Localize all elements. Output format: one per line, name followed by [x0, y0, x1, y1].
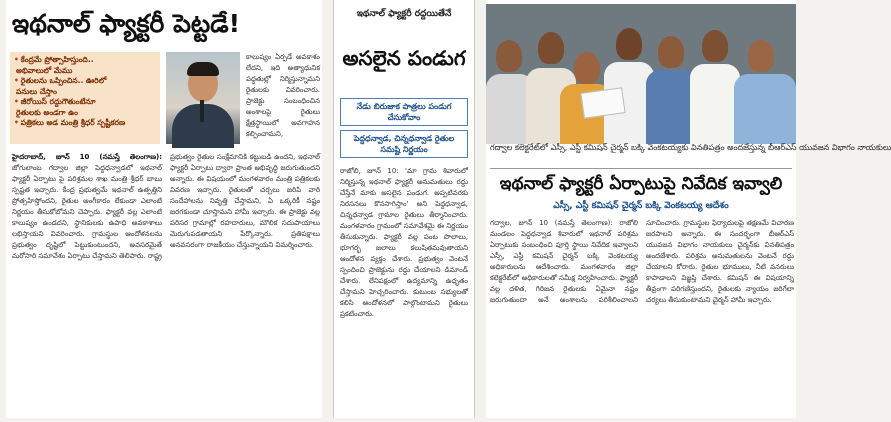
article-left-dateline: హైదరాబాద్, జూన్ 10 (నమస్తే తెలంగాణ):: [12, 153, 162, 161]
article-middle-highlight-2: పెద్దధన్వాడ, చిన్నధన్వాడ రైతుల సమష్టి నిర్ణయం: [340, 130, 468, 158]
article-left: [6, 0, 322, 418]
minister-portrait: [166, 52, 240, 144]
highlight-item: పనులు చేస్తాం: [16, 86, 57, 96]
divider: [490, 168, 792, 169]
highlight-item: • రైతులను ఒప్పించిన.. ఊరిలో: [14, 76, 107, 85]
article-right-body: గద్వాల, జూన్ 10 (నమస్తే తెలంగాణ): రాజోలి మండలం పెద్దధన్వాడ శివారులో ఇథనాల్ పరిశ్రమ ఏర్పాటుకు సంబంధించి పూర్తి స్థాయి నివేదిక ఇవ్వాలని ఎస్సీ, ఎస్టీ కమిషన్ చైర్మన్ బక్కి వెంకటయ్య అధికారులను ఆదేశించారు. మంగళవారం జిల్లా కలెక్టరేట్‌లో అధికారులతో సమీక్ష నిర్వహించారు. ఫ్యాక్టరీ వల్ల దళిత, గిరిజన రైతులకు ఏమైనా నష్టం జరుగుతుందా అనే అంశాలను పరిశీలించాలని సూచించారు. గ్రామస్థుల ఫిర్యాదులపై తక్షణమే విచారణ జరపాలని అన్నారు. ఈ సందర్భంగా బీఆర్ఎస్ యువజన విభాగం నాయకులు చైర్మన్‌కు వినతిపత్రం అందజేశారు. పరిశ్రమ అనుమతులను వెంటనే రద్దు చేయాలని కోరారు. రైతుల భూములు, నీటి వనరులు కాపాడాలని విజ్ఞప్తి చేశారు. కమిషన్ ఈ విషయాన్ని తీవ్రంగా పరిగణిస్తుందని, రైతులకు న్యాయం జరిగేలా చర్యలు తీసుకుంటామని చైర్మన్ హామీ ఇచ్చారు.: [490, 219, 794, 304]
article-middle: [333, 0, 475, 418]
article-left-body: [12, 152, 320, 414]
article-middle-kicker: ఇథనాల్ ఫ్యాక్టరీ రద్దయితేనే: [356, 9, 452, 19]
article-left-side-text: కాలుష్యం ఏర్పడే అవకాశం లేదని, ఇది అత్యాధునిక పద్ధతుల్లో నిర్మిస్తున్నామని రైతులకు వివరించారు. ప్రాజెక్టు సంబంధించిన అంశాలపై రైతులు క్షేత్రస్థాయిలో అవగాహన కల్పించామని,: [246, 53, 320, 138]
photo-caption: గద్వాల కలెక్టరేట్‌లో ఎస్సీ, ఎస్టీ కమిషన్ చైర్మన్ బక్కి వెంకటయ్యకు వినతిపత్రం అందజేస్తున్న బీఆర్ఎస్ యువజన విభాగం నాయకులు: [490, 143, 891, 152]
article-right-headline: ఇథనాల్ ఫ్యాక్టరీ ఏర్పాటుపై నివేదిక ఇవ్వాలి: [499, 174, 783, 194]
article-right-subhead: ఎస్సీ, ఎస్టీ కమిషన్ చైర్మన్ బక్కి వెంకటయ్య ఆదేశం: [553, 201, 729, 211]
petition-photo: [486, 4, 796, 138]
highlight-item: • జీరోయిస్ రద్దుగౌతుంటేనూ: [14, 97, 96, 106]
article-left-headline: ఇథనాల్ ఫ్యాక్టరీ పెట్టడే!: [12, 9, 241, 38]
article-right: [486, 0, 891, 418]
article-left-body-text: జోగులాంబ గద్వాల జిల్లా పెద్దధన్వాడలో ఇథనాల్ ఫ్యాక్టరీ ఏర్పాటు పై పరిశ్రమల శాఖ మంత్రి శ్రీధర్ బాబు స్పష్టత ఇచ్చారు. కేంద్ర ప్రభుత్వమే ఇథనాల్ ఉత్పత్తిని ప్రోత్సహిస్తోందని, రైతుల అంగీకారం లేకుండా ఎలాంటి నిర్ణయం తీసుకోబోమని చెప్పారు. ఫ్యాక్టరీ వల్ల ఎలాంటి కాలుష్యం ఉండదని, స్థానికులకు ఉపాధి అవకాశాలు లభిస్తాయని వివరించారు. గ్రామస్థుల ఆందోళనలను ప్రభుత్వం దృష్టిలో పెట్టుకుంటుందని, అవసరమైతే మరోసారి సమావేశం ఏర్పాటు చేస్తామని తెలిపారు. రాష్ట్ర ప్రభుత్వం రైతుల సంక్షేమానికి కట్టుబడి ఉందని, ఇథనాల్ ఫ్యాక్టరీ ఏర్పాటు ద్వారా ప్రాంత అభివృద్ధి జరుగుతుందని అన్నారు. ఈ విషయంలో మంగళవారం మంత్రి పత్రికలకు వివరణ ఇచ్చారు. రైతులతో చర్చలు జరిపి వారి సందేహాలను నివృత్తి చేస్తామని, ఏ ఒక్కరికీ నష్టం జరగకుండా చూస్తామని హామీ ఇచ్చారు. ఈ ప్రాజెక్టు వల్ల పరిసర గ్రామాల్లో రహదారులు, మౌలిక సదుపాయాలు మెరుగుపడతాయని పేర్కొన్నారు. ప్రతిపక్షాలు అనవసరంగా రాజకీయం చేస్తున్నాయని విమర్శించారు.: [12, 153, 320, 260]
highlight-item: రైతులకు అండగా ఉం: [16, 107, 78, 117]
article-middle-highlight-1: నేడు బిరుజాక పాత్రలు పండుగ చేసుకోవాం: [340, 98, 468, 126]
highlight-item: అభివాలులో మేము: [16, 65, 73, 75]
article-left-highlights: [10, 52, 160, 144]
article-middle-headline: అసలైన పండుగ: [342, 46, 466, 70]
article-middle-body: రాజోలి, జూన్ 10: 'మా గ్రామ శివారులో నిర్మిస్తున్న ఇథనాల్ ఫ్యాక్టరీ అనుమతులు రద్దు చేస్తేనే మాకు అసలైన పండుగ. అప్పటివరకు నిరసనలు కొనసాగిస్తాం' అని పెద్దధన్వాడ, చిన్నధన్వాడ గ్రామాల రైతులు తీర్మానించారు. మంగళవారం గ్రామంలో సమావేశమై ఈ నిర్ణయం తీసుకున్నారు. ఫ్యాక్టరీ వల్ల పంట పొలాలు, భూగర్భ జలాలు కలుషితమవుతాయని ఆందోళన వ్యక్తం చేశారు. ప్రభుత్వం వెంటనే స్పందించి ప్రాజెక్టును రద్దు చేయాలని డిమాండ్ చేశారు. లేనిపక్షంలో ఉద్యమాన్ని ఉధృతం చేస్తామని హెచ్చరించారు. కుటుంబ సభ్యులతో కలిసి ఆందోళనలో పాల్గొంటామని రైతులు ప్రకటించారు.: [340, 167, 468, 318]
highlight-item: • పత్రికలు అడ మంత్రి శ్రీధర్ స్పష్టీకరణ: [14, 118, 126, 127]
highlight-item: • కేంద్రమే ప్రోత్సాహిస్తుంది..: [14, 55, 94, 64]
